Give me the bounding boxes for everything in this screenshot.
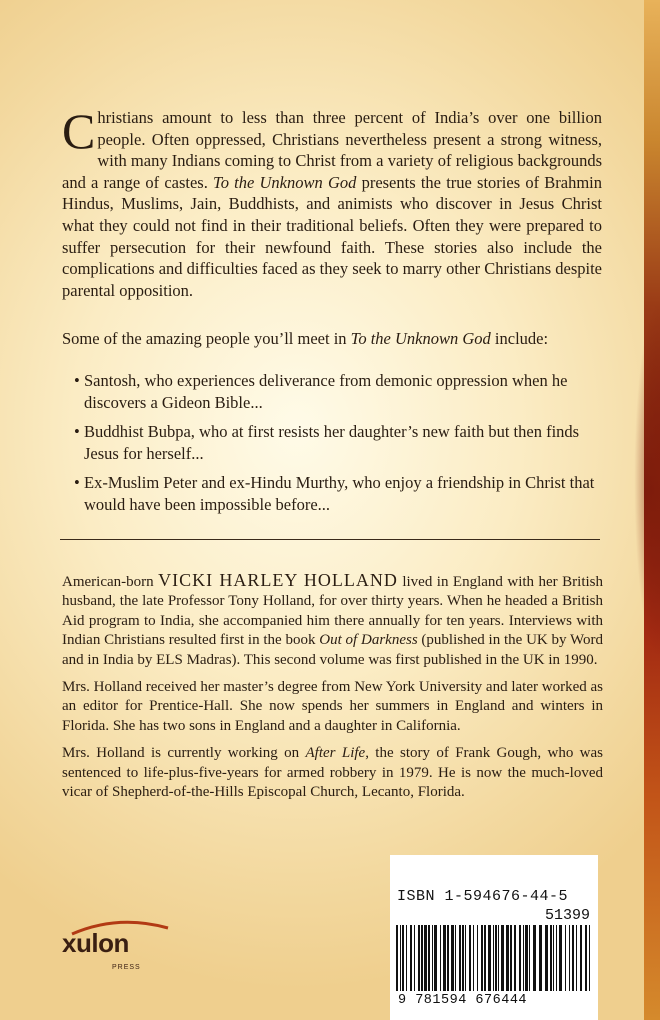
list-item-text: Santosh, who experiences deliverance from demonic oppression when he discovers a Gideon Bible...: [84, 371, 568, 412]
price-code: 51399: [544, 907, 590, 924]
isbn-number: ISBN 1-594676-44-5: [397, 888, 569, 905]
bio-text: (published in the UK by Word and in India by ELS Madras). This second volume was first published in the UK in 1990.: [62, 632, 604, 668]
list-item-text: Buddhist Bubpa, who at first resists her daughter’s new faith but then finds Jesus for herself...: [84, 422, 580, 463]
blurb-text-1: hristians amount to less than three percent of India’s over one billion people. Often oppressed, Christians nevertheless present a strong witness, with many Indians coming to Christ from a variety of religious backgrounds and a range of castes.: [62, 108, 602, 192]
bio-text: American-born: [62, 574, 159, 590]
barcode-bar: [484, 925, 486, 991]
intro-before: Some of the amazing people you’ll meet in: [62, 329, 351, 348]
barcode-bar: [410, 925, 412, 991]
barcode-bar: [498, 925, 499, 991]
barcode-bar: [572, 925, 574, 991]
barcode-bars: [394, 925, 594, 991]
barcode-bar: [443, 925, 446, 991]
author-name: VICKI HARLEY HOLLAND: [158, 570, 398, 590]
barcode-bar: [418, 925, 420, 991]
barcode-bar: [565, 925, 566, 991]
barcode-bar: [559, 925, 562, 991]
barcode-bar: [553, 925, 554, 991]
barcode-bar: [514, 925, 516, 991]
barcode-bar: [539, 925, 542, 991]
barcode-bar: [428, 925, 430, 991]
intro-after: include:: [490, 329, 549, 348]
publisher-imprint: PRESS: [112, 964, 141, 971]
barcode-bar: [440, 925, 441, 991]
bio-text: lived in England with her British husband, the late Professor Tony Holland, for over thirty years. When he headed a British Aid program to India, she accompanied him there annually for ten years. Interviews with Indian Christians resulted first in the book: [62, 574, 603, 649]
barcode-bar: [400, 925, 401, 991]
barcode-bar: [402, 925, 404, 991]
barcode-bar: [481, 925, 483, 991]
barcode-bar: [465, 925, 466, 991]
barcode-bar: [493, 925, 494, 991]
barcode-bar: [506, 925, 509, 991]
barcode-bar: [434, 925, 437, 991]
list-item-text: Ex-Muslim Peter and ex-Hindu Murthy, who enjoy a friendship in Christ that would have been impossible before...: [84, 473, 595, 514]
barcode-bar: [473, 925, 474, 991]
bio-text: , the story of Frank Gough, who was sentenced to life-plus-five-years for armed robbery in 1979. He is now the much-loved vicar of Shepherd-of-the-Hills Episcopal Church, Lecanto, Florida.: [62, 745, 603, 801]
bio-paragraph-3: [62, 744, 603, 802]
barcode-bar: [469, 925, 471, 991]
bio-book-title: After Life: [305, 745, 366, 762]
barcode-bar: [519, 925, 521, 991]
bio-paragraph-1: [62, 571, 603, 670]
barcode-bar: [421, 925, 423, 991]
barcode-bar: [459, 925, 461, 991]
barcode-bar: [406, 925, 407, 991]
barcode-bar: [550, 925, 552, 991]
list-item: [74, 370, 604, 414]
author-bio: [62, 571, 603, 810]
list-item: [74, 421, 604, 465]
cover-edge-artwork: [644, 0, 660, 1020]
barcode-bar: [501, 925, 504, 991]
blurb-text-2: presents the true stories of Brahmin Hindus, Muslims, Jain, Buddhists, and animists who discover in Jesus Christ what they could not find in their traditional beliefs. Often they were prepared to suffer persecution for their newfound faith. These stories also include the complications and difficulties faced as they seek to marry other Christians despite parental opposition.: [62, 172, 602, 300]
people-list: [74, 370, 604, 523]
list-item: [74, 472, 604, 516]
barcode-bar: [529, 925, 530, 991]
barcode-bar: [462, 925, 464, 991]
barcode-bar: [495, 925, 497, 991]
bio-paragraph-2: Mrs. Holland received her master’s degree from New York University and later worked as an editor for Prentice-Hall. She now spends her summers in England and winters in Florida. She has two sons in England and a daughter in California.: [62, 679, 603, 734]
section-divider: [60, 539, 600, 540]
barcode-bar: [396, 925, 398, 991]
barcode-bar: [414, 925, 415, 991]
barcode-bar: [545, 925, 548, 991]
publisher-name: xulon: [62, 928, 129, 958]
isbn-barcode: [390, 855, 598, 1020]
barcode-bar: [510, 925, 512, 991]
barcode-bar: [589, 925, 590, 991]
drop-cap: C: [62, 103, 96, 159]
blurb-paragraph: [62, 103, 602, 301]
barcode-bar: [488, 925, 491, 991]
barcode-bar: [576, 925, 577, 991]
barcode-bar: [455, 925, 456, 991]
barcode-bar: [451, 925, 454, 991]
barcode-bar: [533, 925, 536, 991]
ean-number: 9 781594 676444: [398, 993, 528, 1008]
bullet-marker: •: [74, 422, 80, 441]
publisher-logo: [62, 918, 172, 978]
barcode-bar: [447, 925, 449, 991]
blurb-book-title: To the Unknown God: [213, 172, 357, 192]
barcode-bar: [569, 925, 570, 991]
barcode-bar: [525, 925, 528, 991]
barcode-bar: [523, 925, 524, 991]
barcode-bar: [585, 925, 587, 991]
back-cover-blurb: [62, 103, 602, 301]
people-intro: [62, 328, 607, 350]
barcode-bar: [477, 925, 478, 991]
barcode-bar: [432, 925, 433, 991]
bio-book-title: Out of Darkness: [319, 632, 418, 649]
bullet-marker: •: [74, 371, 80, 390]
intro-book-title: To the Unknown God: [350, 329, 491, 348]
barcode-bar: [556, 925, 557, 991]
barcode-bar: [424, 925, 427, 991]
bio-text: Mrs. Holland is currently working on: [62, 745, 306, 762]
bullet-marker: •: [74, 473, 80, 492]
barcode-bar: [580, 925, 582, 991]
